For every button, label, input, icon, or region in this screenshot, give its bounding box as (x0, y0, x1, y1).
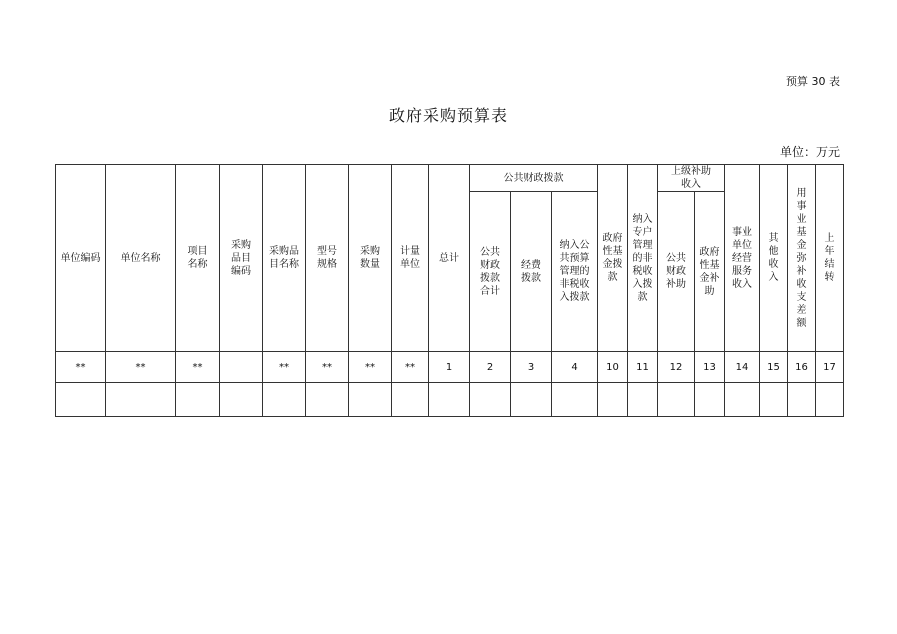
header-business-income: 事业单位经营服务收入 (725, 165, 760, 352)
blank-cell (392, 383, 429, 417)
header-pf-nontax: 纳入公共预算管理的非税收入拨款 (552, 192, 598, 352)
page-title: 政府采购预算表 (388, 106, 508, 125)
header-gov-fund: 政府性基金拨款 (598, 165, 628, 352)
blank-row (56, 383, 844, 417)
index-row (56, 352, 844, 383)
header-project-name: 项目名称 (176, 165, 220, 352)
header-item-name: 采购品目名称 (263, 165, 306, 352)
blank-cell (725, 383, 760, 417)
blank-cell (695, 383, 725, 417)
header-pf-operating: 经费拨款 (511, 192, 552, 352)
index-cell: ** (263, 352, 306, 383)
index-cell: 15 (760, 352, 788, 383)
blank-cell (552, 383, 598, 417)
blank-cell (760, 383, 788, 417)
index-cell: 1 (429, 352, 470, 383)
blank-cell (56, 383, 106, 417)
index-cell: ** (306, 352, 349, 383)
blank-cell (429, 383, 470, 417)
blank-cell (106, 383, 176, 417)
header-other-income: 其他收入 (760, 165, 788, 352)
unit-label: 单位：万元 (779, 145, 840, 159)
blank-cell (598, 383, 628, 417)
index-cell: 14 (725, 352, 760, 383)
header-carryover: 上年结转 (816, 165, 844, 352)
index-cell: ** (56, 352, 106, 383)
header-model-spec: 型号规格 (306, 165, 349, 352)
header-pf-subtotal: 公共财政拨款合计 (470, 192, 511, 352)
header-total: 总计 (429, 165, 470, 352)
index-cell: ** (176, 352, 220, 383)
index-cell: 2 (470, 352, 511, 383)
form-number: 预算 30 表 (786, 75, 840, 88)
index-cell: ** (349, 352, 392, 383)
header-public-finance-group: 公共财政拨款 (470, 165, 598, 192)
blank-cell (470, 383, 511, 417)
index-cell: 16 (788, 352, 816, 383)
index-cell: 10 (598, 352, 628, 383)
blank-cell (658, 383, 695, 417)
header-unit-code: 单位编码 (56, 165, 106, 352)
blank-cell (349, 383, 392, 417)
header-subsidy-group: 上级补助收入 (658, 165, 725, 192)
header-special-nontax: 纳入专户管理的非税收入拨款 (628, 165, 658, 352)
index-cell: 3 (511, 352, 552, 383)
header-sub-public: 公共财政补助 (658, 192, 695, 352)
blank-cell (816, 383, 844, 417)
header-item-code: 采购品目编码 (220, 165, 263, 352)
index-cell: 12 (658, 352, 695, 383)
index-cell: 13 (695, 352, 725, 383)
header-fund-offset: 用事业基金弥补收支差额 (788, 165, 816, 352)
header-quantity: 采购数量 (349, 165, 392, 352)
blank-cell (511, 383, 552, 417)
blank-cell (306, 383, 349, 417)
index-cell: 11 (628, 352, 658, 383)
header-unit-name: 单位名称 (106, 165, 176, 352)
index-cell: ** (392, 352, 429, 383)
index-cell: 17 (816, 352, 844, 383)
header-sub-gov-fund: 政府性基金补助 (695, 192, 725, 352)
budget-table (55, 164, 844, 417)
blank-cell (788, 383, 816, 417)
index-cell: 4 (552, 352, 598, 383)
blank-cell (628, 383, 658, 417)
blank-cell (263, 383, 306, 417)
blank-cell (220, 383, 263, 417)
blank-cell (176, 383, 220, 417)
header-measure-unit: 计量单位 (392, 165, 429, 352)
index-cell: ** (106, 352, 176, 383)
index-cell (220, 352, 263, 383)
